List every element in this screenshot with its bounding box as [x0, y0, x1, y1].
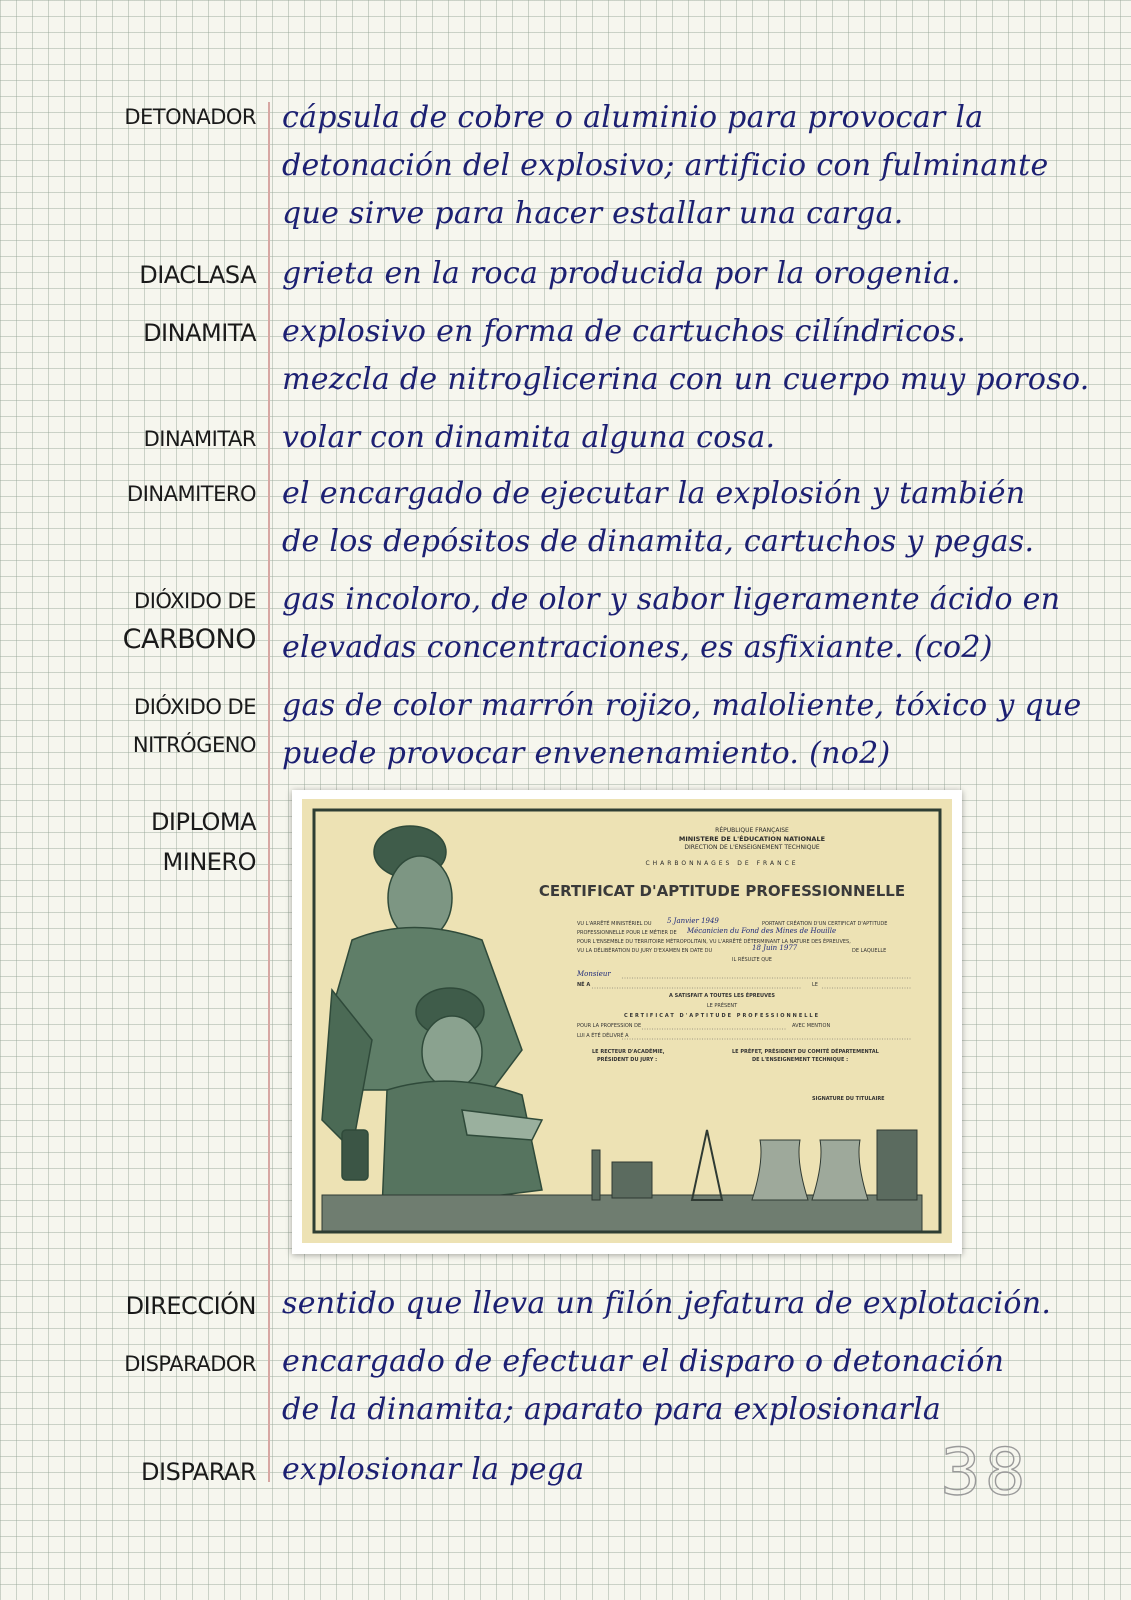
term-dioxido-de-carbono: DIÓXIDO DE CARBONO	[122, 589, 256, 655]
cert-body-7: IL RÉSULTE QUE	[732, 957, 772, 963]
cert-body-profession: POUR LA PROFESSION DE	[577, 1023, 642, 1029]
cert-header-direction: DIRECTION DE L'ENSEIGNEMENT TECHNIQUE	[684, 844, 820, 851]
definition-dinamita: explosivo en forma de cartuchos cilíndricos. mezcla de nitroglicerina con un cuerpo muy poroso.	[282, 314, 1090, 397]
cert-body-5: VU LA DÉLIBÉRATION DU JURY D'EXAMEN EN DATE DU	[577, 948, 713, 954]
term-dinamitar: DINAMITAR	[143, 427, 256, 451]
cert-body-2: PORTANT CRÉATION D'UN CERTIFICAT D'APTITUDE	[762, 921, 888, 927]
definition-direccion: sentido que lleva un filón jefatura de explotación.	[282, 1286, 1052, 1321]
definition-disparar: explosionar la pega	[282, 1452, 585, 1487]
cert-body-ens-tech: DE L'ENSEIGNEMENT TECHNIQUE :	[752, 1057, 849, 1063]
cert-body-4: POUR L'ENSEMBLE DU TERRITOIRE MÉTROPOLITAIN, VU L'ARRÊTÉ DÉTERMINANT LA NATURE DES ÉPREUVES,	[577, 939, 851, 945]
cert-body-le: LE	[812, 982, 818, 988]
cert-body-recteur: LE RECTEUR D'ACADÉMIE,	[592, 1049, 665, 1055]
cert-body-3: PROFESSIONNELLE POUR LE MÉTIER DE	[577, 930, 677, 936]
cert-body-1: VU L'ARRÊTÉ MINISTÉRIEL DU	[577, 921, 652, 927]
cert-body-president: PRÉSIDENT DU JURY :	[597, 1057, 658, 1063]
definition-detonador: cápsula de cobre o aluminio para provocar la detonación del explosivo; artificio con fulminante que sirve para hacer estallar una carga.	[282, 100, 1049, 231]
term-disparar: DISPARAR	[141, 1458, 256, 1486]
margin-line	[268, 102, 270, 1482]
definition-dioxido-de-nitrogeno: gas de color marrón rojizo, maloliente, tóxico y que puede provocar envenenamiento. (no2)	[282, 688, 1082, 771]
definition-diaclasa: grieta en la roca producida por la orogenia.	[282, 256, 961, 291]
term-direccion: DIRECCIÓN	[125, 1292, 256, 1320]
diploma-image	[292, 790, 962, 1254]
term-dioxido-de-nitrogeno: DIÓXIDO DE NITRÓGENO	[132, 695, 256, 757]
cert-body-ne: NÉ A	[577, 982, 591, 988]
cert-body-certificat: CERTIFICAT D'APTITUDE PROFESSIONNELLE	[623, 1013, 821, 1019]
cert-title: CERTIFICAT D'APTITUDE PROFESSIONNELLE	[538, 882, 906, 900]
term-diaclasa: DIACLASA	[139, 261, 256, 289]
cert-header-republique: RÉPUBLIQUE FRANÇAISE	[715, 827, 789, 834]
cert-header-ministere: MINISTERE DE L'ÉDUCATION NATIONALE	[678, 835, 826, 843]
definition-dinamitar: volar con dinamita alguna cosa.	[282, 420, 776, 455]
definition-dioxido-de-carbono: gas incoloro, de olor y sabor ligeramente ácido en elevadas concentraciones, es asfixiante. (co2)	[282, 582, 1061, 665]
page-number: 38	[940, 1436, 1030, 1510]
cert-body-satisfait: A SATISFAIT A TOUTES LES ÉPREUVES	[668, 993, 776, 999]
cert-header-charbonnages: CHARBONNAGES DE FRANCE	[645, 860, 799, 867]
cert-body-present: LE PRÉSENT	[706, 1003, 738, 1009]
cert-body-signature: SIGNATURE DU TITULAIRE	[812, 1096, 885, 1102]
cert-handwritten-date: 5 Janvier 1949	[667, 917, 719, 925]
cert-handwritten-metier: Mécanicien du Fond des Mines de Houille	[687, 927, 837, 935]
definition-disparador: encargado de efectuar el disparo o detonación de la dinamita; aparato para explosionarla	[282, 1344, 1005, 1427]
cert-body-mention: AVEC MENTION	[792, 1023, 831, 1029]
cert-body-6: DE LAQUELLE	[852, 948, 887, 954]
term-dinamitero: DINAMITERO	[127, 482, 256, 506]
cert-body-prefet: LE PRÉFET, PRÉSIDENT DU COMITÉ DÉPARTEMENTAL	[732, 1049, 879, 1055]
term-dinamita: DINAMITA	[143, 319, 256, 347]
term-detonador: DETONADOR	[124, 105, 256, 129]
cert-body-delivre: LUI A ÉTÉ DÉLIVRÉ A	[577, 1033, 629, 1039]
term-disparador: DISPARADOR	[124, 1352, 256, 1376]
cert-handwritten-jury-date: 18 Juin 1977	[752, 944, 798, 952]
term-diploma-minero: DIPLOMA MINERO	[150, 808, 256, 876]
cert-handwritten-monsieur: Monsieur	[577, 970, 611, 978]
definition-dinamitero: el encargado de ejecutar la explosión y también de los depósitos de dinamita, cartuchos y pegas.	[282, 476, 1035, 559]
